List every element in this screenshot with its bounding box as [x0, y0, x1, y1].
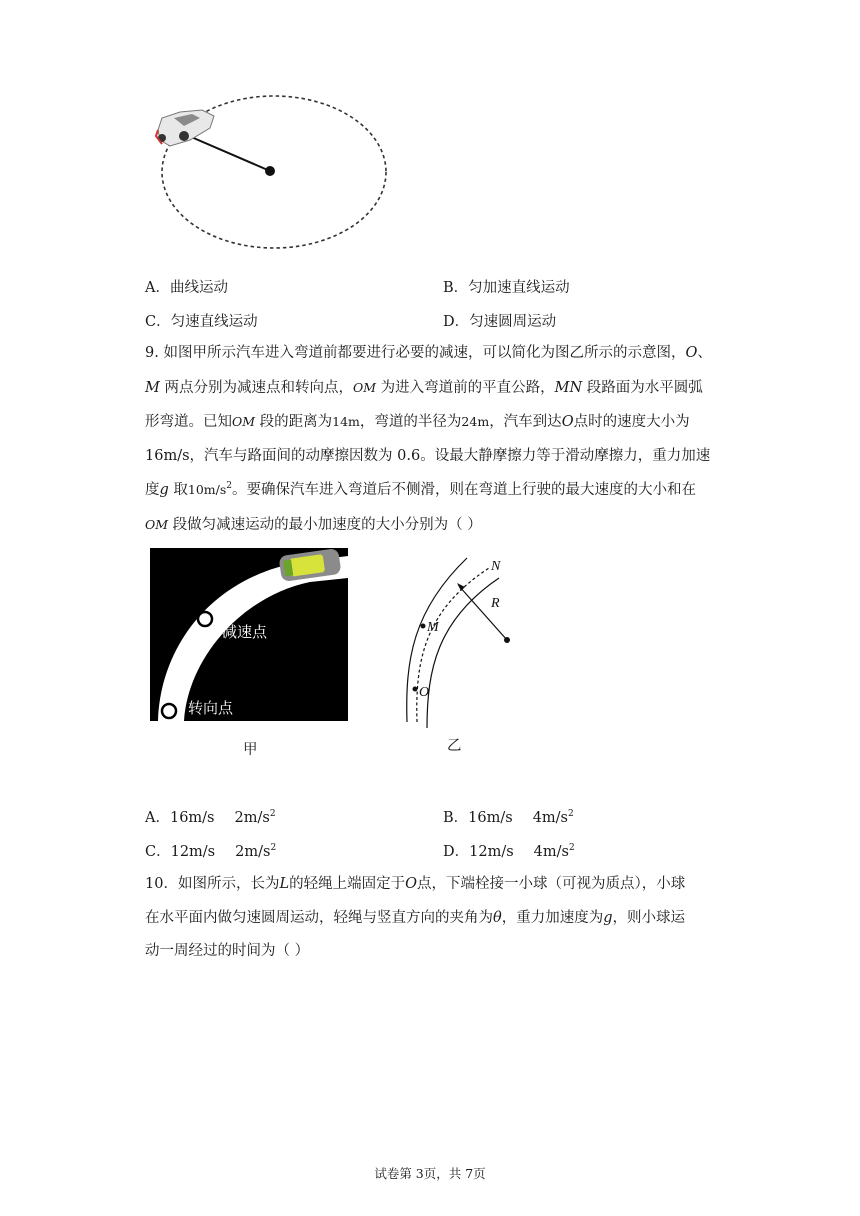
decel-point-marker	[198, 612, 212, 626]
label-o: O	[419, 685, 430, 700]
label-m: M	[427, 620, 439, 635]
q9-option-d: D．12m/s $4m/s^2$	[443, 843, 575, 860]
point-m	[421, 624, 426, 629]
figure-jia	[150, 548, 348, 721]
label-turn-point: 转向点	[188, 699, 234, 717]
caption-yi: 乙	[447, 738, 462, 754]
page-footer: 试卷第 3页，共 7页	[374, 1166, 486, 1181]
road-edge-outer	[407, 558, 467, 722]
label-n: N	[491, 559, 501, 574]
label-decel-point: 减速点	[222, 623, 268, 641]
radius-line	[459, 586, 507, 640]
center-dot	[265, 166, 275, 176]
q8-option-b: B．匀加速直线运动	[443, 280, 570, 296]
car-icon	[156, 110, 214, 146]
q9-stem: 9. 如图甲所示汽车进入弯道前都要进行必要的减速，可以简化为图乙所示的示意图，O、 M 两点分别为减速点和转向点，OM 为进入弯道前的平直公路，MN 段路面为水平圆弧 形弯道。已知OM 段的距离为14m，弯道的半径为24m，汽车到达O点时的速度大小为 16m/s，汽车与路面间的动摩擦因数为 0.6。设最大静摩擦力等于滑动摩擦力，重力加速 度g 取$10m/s^2$。要确保汽车进入弯道后不侧滑，则在弯道上行驶的最大速度的大小和在 OM 段做匀减速运动的最小加速度的大小分别为（ ）	[145, 345, 712, 533]
turn-point-marker	[162, 704, 176, 718]
rope-line	[182, 133, 270, 171]
label-r: R	[491, 596, 500, 611]
q10-stem: 10．如图所示，长为L的轻绳上端固定于O点，下端栓接一小球（可视为质点），小球 在水平面内做匀速圆周运动，轻绳与竖直方向的夹角为θ，重力加速度为g，则小球运 动一周经过的时间为（ ）	[145, 876, 686, 959]
q9-option-c: C．12m/s $2m/s^2$	[145, 843, 277, 860]
road-edge-inner	[427, 578, 499, 728]
figure-yi	[385, 550, 535, 735]
radius-arrowhead	[457, 583, 465, 591]
q9-option-a: A．16m/s $2m/s^2$	[145, 809, 276, 826]
point-o	[413, 687, 418, 692]
q8-option-d: D．匀速圆周运动	[443, 314, 557, 330]
q9-option-b: B．16m/s $4m/s^2$	[443, 809, 574, 826]
caption-jia: 甲	[243, 742, 258, 758]
center-point	[504, 637, 510, 643]
q8-option-c: C．匀速直线运动	[145, 314, 258, 330]
q8-option-a: A．曲线运动	[145, 280, 228, 296]
car-circle-figure	[150, 88, 395, 258]
